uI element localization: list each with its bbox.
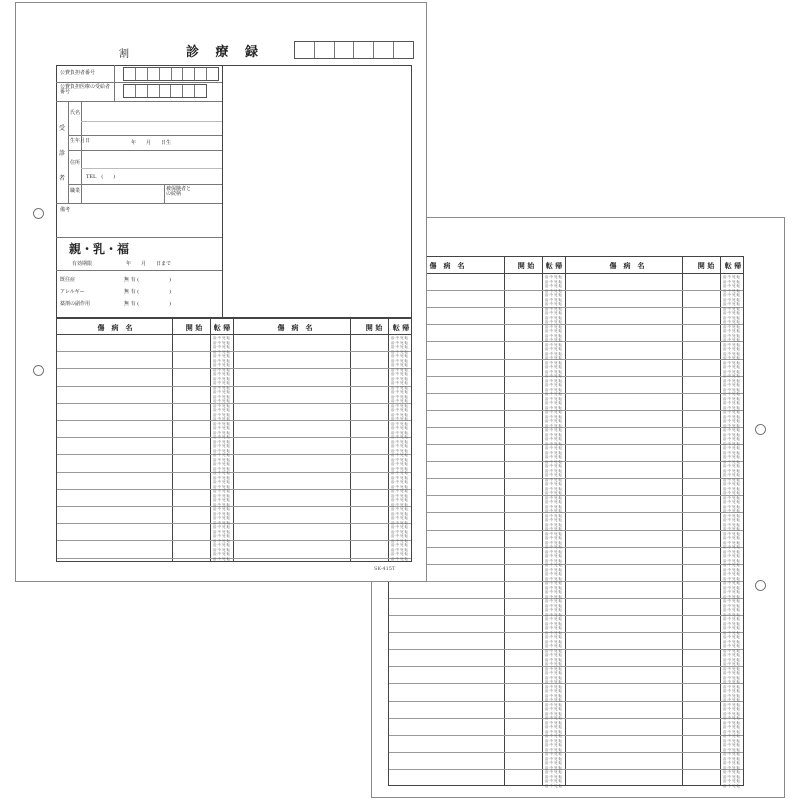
recipient-number-boxes [123, 84, 207, 98]
table-row [389, 512, 743, 513]
table-column-line [233, 319, 234, 561]
table-row [389, 683, 743, 684]
start-header: 開 始 [185, 323, 203, 332]
table-column-line [720, 257, 721, 785]
table-row [389, 649, 743, 650]
table-row [389, 427, 743, 428]
table-row [389, 718, 743, 719]
patient-info-frame [56, 65, 412, 318]
outcome-header: 転 帰 [392, 323, 410, 332]
table-row [389, 581, 743, 582]
table-row [389, 290, 743, 291]
table-row [389, 376, 743, 377]
table-row [57, 437, 411, 438]
table-column-line [350, 319, 351, 561]
table-column-line [565, 257, 566, 785]
table-row [389, 530, 743, 531]
occupation-label: 職業 [70, 188, 81, 194]
table-row [389, 478, 743, 479]
start-header: 開 始 [697, 261, 715, 270]
table-column-line [542, 257, 543, 785]
table-row [389, 632, 743, 633]
side-effect-label: 薬剤の副作用 [60, 301, 91, 307]
table-row [57, 386, 411, 387]
table-row [389, 359, 743, 360]
birth-units: 年 月 日生 [131, 140, 172, 146]
table-row [389, 701, 743, 702]
outcome-header: 転 帰 [213, 323, 231, 332]
table-row [57, 523, 411, 524]
table-row [57, 506, 411, 507]
divider [222, 65, 223, 318]
outcome-marks: 治 中 死 転 治 中 死 転 治 中 死 転 治 中 死 転 治 中 死 転 治 中 死 転 治 中 死 転 治 中 死 転 治 中 死 転 治 中 死 転 治 中 死 転 治 中 死 転 治 中 死 転 治 中 死 転 治 中 死 転 治 中 死 転 治 中 死 転 治 中 死 転 治 中 死 転 治 中 死 転 治 中 死 転 治 中 死 転 治 中 死 転 治 中 死 転 治 中 死 転 治 中 死 転 治 中 死 転 治 中 死 転 治 中 死 転 治 中 死 転 治 中 死 転 治 中 死 転 治 中 死 転 治 中 死 転 治 中 死 転 治 中 死 転 治 中 死 転 治 中 死 転 治 中 死 転 治 中 死 転 治 中 死 転 治 中 死 転 治 中 死 転 治 中 死 転 治 中 死 転 治 中 死 転 治 中 死 転 治 中 死 転 治 中 死 転 治 中 死 転 [212, 336, 231, 561]
page-title: 診 療 録 [186, 45, 265, 60]
validity-units: 年 月 日まで [126, 261, 172, 267]
name-label: 氏名 [70, 110, 81, 116]
table-column-line [504, 257, 505, 785]
start-header: 開 始 [365, 323, 383, 332]
patient-char: 受 [59, 125, 66, 132]
outcome-header: 転 帰 [545, 261, 563, 270]
punch-hole [33, 365, 44, 376]
history-label: 既往症 [60, 277, 76, 283]
table-row [389, 735, 743, 736]
patient-char: 診 [59, 150, 66, 157]
disease-table-back [388, 256, 744, 786]
form-code: SK-415T [374, 566, 396, 572]
disease-header: 傷 病 名 [429, 261, 465, 270]
birth-label: 生年月日 [70, 138, 91, 144]
disease-header: 傷 病 名 [609, 261, 645, 270]
table-row [389, 615, 743, 616]
table-row [57, 403, 411, 404]
validity-label: 有効期限 [72, 261, 93, 267]
table-row [389, 341, 743, 342]
ratio-mark: 割 [119, 49, 129, 60]
punch-hole [755, 580, 766, 591]
table-row [389, 393, 743, 394]
table-row [57, 454, 411, 455]
table-row [389, 444, 743, 445]
side-effect-value: 無 有 ( ) [124, 301, 172, 307]
tel-label: TEL ( ) [86, 174, 116, 180]
allergy-label: アレルギー [60, 289, 85, 295]
table-column-line [210, 319, 211, 561]
table-row [57, 368, 411, 369]
outcome-marks: 治 中 死 転 治 中 死 転 治 中 死 転 治 中 死 転 治 中 死 転 治 中 死 転 治 中 死 転 治 中 死 転 治 中 死 転 治 中 死 転 治 中 死 転 治 中 死 転 治 中 死 転 治 中 死 転 治 中 死 転 治 中 死 転 治 中 死 転 治 中 死 転 治 中 死 転 治 中 死 転 治 中 死 転 治 中 死 転 治 中 死 転 治 中 死 転 治 中 死 転 治 中 死 転 治 中 死 転 治 中 死 転 治 中 死 転 治 中 死 転 治 中 死 転 治 中 死 転 治 中 死 転 治 中 死 転 治 中 死 転 治 中 死 転 治 中 死 転 治 中 死 転 治 中 死 転 治 中 死 転 治 中 死 転 治 中 死 転 治 中 死 転 治 中 死 転 治 中 死 転 治 中 死 転 治 中 死 転 治 中 死 転 治 中 死 転 治 中 死 転 [390, 336, 409, 561]
table-row [389, 564, 743, 565]
table-row [389, 307, 743, 308]
table-column-line [172, 319, 173, 561]
record-number-box [294, 41, 414, 59]
table-row [389, 666, 743, 667]
punch-hole [755, 424, 766, 435]
recipient-number-label: 公費負担医療の受給者番号 [60, 84, 111, 95]
table-row [57, 540, 411, 541]
table-row [57, 558, 411, 559]
table-row [57, 351, 411, 352]
outcome-header: 転 帰 [724, 261, 742, 270]
category-heading: 親・乳・福 [69, 242, 130, 256]
table-row [389, 495, 743, 496]
disease-table-front [56, 318, 412, 562]
insurer-number-label: 公費負担者番号 [60, 70, 96, 76]
table-row [57, 489, 411, 490]
disease-header: 傷 病 名 [97, 323, 133, 332]
outcome-marks: 治 中 死 転 治 中 死 転 治 中 死 転 治 中 死 転 治 中 死 転 治 中 死 転 治 中 死 転 治 中 死 転 治 中 死 転 治 中 死 転 治 中 死 転 治 中 死 転 治 中 死 転 治 中 死 転 治 中 死 転 治 中 死 転 治 中 死 転 治 中 死 転 治 中 死 転 治 中 死 転 治 中 死 転 治 中 死 転 治 中 死 転 治 中 死 転 治 中 死 転 治 中 死 転 治 中 死 転 治 中 死 転 治 中 死 転 治 中 死 転 治 中 死 転 治 中 死 転 治 中 死 転 治 中 死 転 治 中 死 転 治 中 死 転 治 中 死 転 治 中 死 転 治 中 死 転 治 中 死 転 治 中 死 転 治 中 死 転 治 中 死 転 治 中 死 転 治 中 死 転 治 中 死 転 治 中 死 転 治 中 死 転 治 中 死 転 治 中 死 転 治 中 死 転 治 中 死 転 治 中 死 転 治 中 死 転 治 中 死 転 治 中 死 転 治 中 死 転 治 中 死 転 治 中 死 転 治 中 死 転 治 中 死 転 治 中 死 転 治 中 死 転 治 中 死 転 治 中 死 転 治 中 死 転 治 中 死 転 治 中 死 転 治 中 死 転 治 中 死 転 治 中 死 転 治 中 死 転 治 中 死 転 治 中 死 転 治 中 死 転 治 中 死 転 治 中 死 転 治 中 死 転 治 中 死 転 治 中 死 転 治 中 死 転 治 中 死 転 治 中 死 転 治 中 死 転 治 中 死 転 治 中 死 転 治 中 死 転 治 中 死 転 治 中 死 転 治 中 死 転 治 中 死 転 治 中 死 転 治 中 死 転 治 中 死 転 治 中 死 転 治 中 死 転 治 中 死 転 治 中 死 転 治 中 死 転 治 中 死 転 治 中 死 転 治 中 死 転 治 中 死 転 治 中 死 転 治 中 死 転 治 中 死 転 治 中 死 転 治 中 死 転 治 中 死 転 治 中 死 転 治 中 死 転 治 中 死 転 治 中 死 転 治 中 死 転 [544, 275, 563, 788]
history-value: 無 有 ( ) [124, 277, 172, 283]
disease-header: 傷 病 名 [277, 323, 313, 332]
table-row [389, 461, 743, 462]
remarks-label: 備考 [60, 207, 71, 213]
address-label: 住所 [70, 160, 81, 166]
table-row [389, 547, 743, 548]
table-row [389, 324, 743, 325]
table-row [389, 769, 743, 770]
insured-relation-label: 被保険者との続柄 [166, 186, 192, 197]
front-sheet [15, 2, 427, 582]
back-sheet [371, 217, 785, 798]
table-row [389, 752, 743, 753]
patient-char: 者 [59, 175, 66, 182]
table-column-line [682, 257, 683, 785]
table-row [57, 420, 411, 421]
allergy-value: 無 有 ( ) [124, 289, 172, 295]
punch-hole [33, 208, 44, 219]
start-header: 開 始 [517, 261, 535, 270]
outcome-marks: 治 中 死 転 治 中 死 転 治 中 死 転 治 中 死 転 治 中 死 転 治 中 死 転 治 中 死 転 治 中 死 転 治 中 死 転 治 中 死 転 治 中 死 転 治 中 死 転 治 中 死 転 治 中 死 転 治 中 死 転 治 中 死 転 治 中 死 転 治 中 死 転 治 中 死 転 治 中 死 転 治 中 死 転 治 中 死 転 治 中 死 転 治 中 死 転 治 中 死 転 治 中 死 転 治 中 死 転 治 中 死 転 治 中 死 転 治 中 死 転 治 中 死 転 治 中 死 転 治 中 死 転 治 中 死 転 治 中 死 転 治 中 死 転 治 中 死 転 治 中 死 転 治 中 死 転 治 中 死 転 治 中 死 転 治 中 死 転 治 中 死 転 治 中 死 転 治 中 死 転 治 中 死 転 治 中 死 転 治 中 死 転 治 中 死 転 治 中 死 転 治 中 死 転 治 中 死 転 治 中 死 転 治 中 死 転 治 中 死 転 治 中 死 転 治 中 死 転 治 中 死 転 治 中 死 転 治 中 死 転 治 中 死 転 治 中 死 転 治 中 死 転 治 中 死 転 治 中 死 転 治 中 死 転 治 中 死 転 治 中 死 転 治 中 死 転 治 中 死 転 治 中 死 転 治 中 死 転 治 中 死 転 治 中 死 転 治 中 死 転 治 中 死 転 治 中 死 転 治 中 死 転 治 中 死 転 治 中 死 転 治 中 死 転 治 中 死 転 治 中 死 転 治 中 死 転 治 中 死 転 治 中 死 転 治 中 死 転 治 中 死 転 治 中 死 転 治 中 死 転 治 中 死 転 治 中 死 転 治 中 死 転 治 中 死 転 治 中 死 転 治 中 死 転 治 中 死 転 治 中 死 転 治 中 死 転 治 中 死 転 治 中 死 転 治 中 死 転 治 中 死 転 治 中 死 転 治 中 死 転 治 中 死 転 治 中 死 転 治 中 死 転 治 中 死 転 治 中 死 転 治 中 死 転 治 中 死 転 治 中 死 転 治 中 死 転 [722, 275, 741, 788]
table-row [389, 598, 743, 599]
insurer-number-boxes [123, 67, 219, 81]
table-row [389, 410, 743, 411]
table-row [57, 472, 411, 473]
table-column-line [388, 319, 389, 561]
